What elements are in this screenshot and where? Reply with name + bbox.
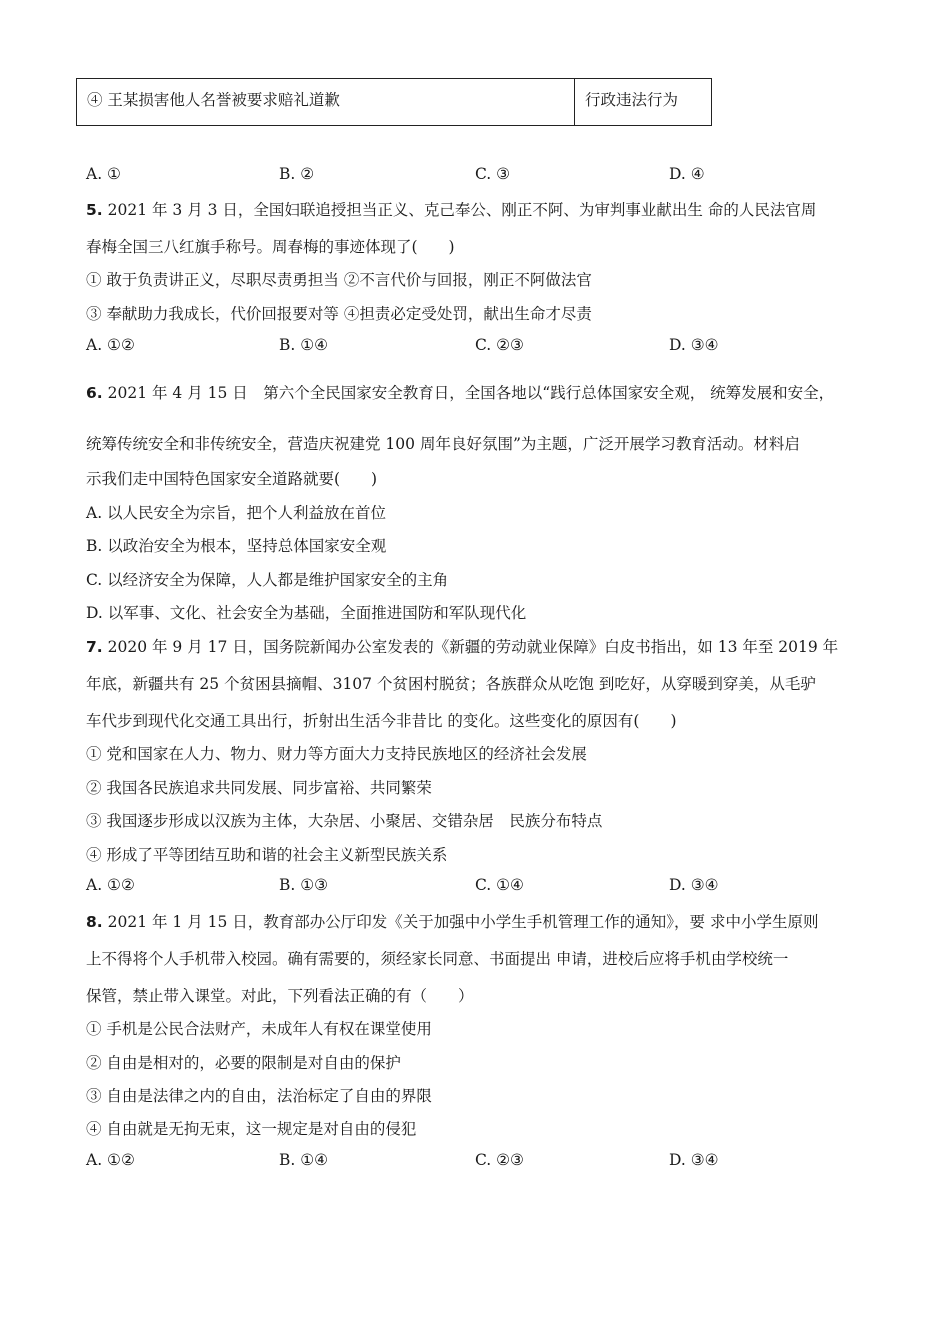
- q6-option-a[interactable]: A. 以人民安全为宗旨，把个人利益放在首位: [86, 504, 387, 522]
- q6-option-c[interactable]: C. 以经济安全为保障，人人都是维护国家安全的主角: [86, 571, 449, 589]
- q7-statement-2: ② 我国各民族追求共同发展、同步富裕、共同繁荣: [86, 779, 432, 797]
- q7-stem-line-3: 车代步到现代化交通工具出行，折射出生活今非昔比 的变化。这些变化的原因有( ): [86, 712, 677, 730]
- q4-option-d[interactable]: D. ④: [669, 165, 705, 183]
- q8-stem-line-1: 8. 2021 年 1 月 15 日，教育部办公厅印发《关于加强中小学生手机管理工作的通知》，要 求中小学生原则: [86, 913, 819, 931]
- q6-stem-line-2: 统筹传统安全和非传统安全，营造庆祝建党 100 周年良好氛围”为主题，广泛开展学习教育活动。材料启: [86, 435, 800, 453]
- q6-stem-line-3: 示我们走中国特色国家安全道路就要( ): [86, 470, 378, 488]
- q8-stem-line-2: 上不得将个人手机带入校园。确有需要的，须经家长同意、书面提出 申请，进校后应将手机由学校统一: [86, 950, 789, 968]
- q7-statement-1: ① 党和国家在人力、物力、财力等方面大力支持民族地区的经济社会发展: [86, 745, 587, 763]
- q5-statement-1-2: ① 敢于负责讲正义，尽职尽责勇担当 ②不言代价与回报，刚正不阿做法官: [86, 271, 592, 289]
- q8-number: 8.: [86, 913, 103, 931]
- q5-options: [86, 336, 786, 358]
- q6-option-b[interactable]: B. 以政治安全为根本，坚持总体国家安全观: [86, 537, 387, 555]
- q7-option-d[interactable]: D. ③④: [669, 876, 719, 894]
- q5-option-c[interactable]: C. ②③: [475, 336, 524, 354]
- table-cell-type: 行政违法行为: [585, 91, 679, 109]
- q7-option-c[interactable]: C. ①④: [475, 876, 524, 894]
- table-cell-event: ④ 王某损害他人名誉被要求赔礼道歉: [77, 79, 575, 125]
- q4-option-c[interactable]: C. ③: [475, 165, 511, 183]
- q7-options: [86, 876, 786, 898]
- q5-statement-3-4: ③ 奉献助力我成长，代价回报要对等 ④担责必定受处罚，献出生命才尽责: [86, 305, 592, 323]
- q8-statement-4: ④ 自由就是无拘无束，这一规定是对自由的侵犯: [86, 1120, 417, 1138]
- q8-stem-line-3: 保管，禁止带入课堂。对此，下列看法正确的有（ ）: [86, 987, 474, 1005]
- q4-options: [86, 165, 786, 187]
- q4-option-a[interactable]: A. ①: [86, 165, 121, 183]
- q5-option-d[interactable]: D. ③④: [669, 336, 719, 354]
- q6-option-d[interactable]: D. 以军事、文化、社会安全为基础，全面推进国防和军队现代化: [86, 604, 527, 622]
- q4-option-b[interactable]: B. ②: [279, 165, 315, 183]
- q7-number: 7.: [86, 638, 103, 656]
- q5-option-b[interactable]: B. ①④: [279, 336, 329, 354]
- q8-statement-1: ① 手机是公民合法财产，未成年人有权在课堂使用: [86, 1020, 432, 1038]
- q7-statement-3: ③ 我国逐步形成以汉族为主体，大杂居、小聚居、交错杂居 民族分布特点: [86, 812, 603, 830]
- q8-options: [86, 1151, 786, 1173]
- q5-number: 5.: [86, 201, 103, 219]
- q6-number: 6.: [86, 384, 103, 402]
- q5-stem-line-1: 5. 2021 年 3 月 3 日，全国妇联追授担当正义、克己奉公、刚正不阿、为审判事业献出生 命的人民法官周: [86, 201, 817, 219]
- q7-option-a[interactable]: A. ①②: [86, 876, 135, 894]
- law-classification-table: [76, 78, 712, 126]
- q8-option-d[interactable]: D. ③④: [669, 1151, 719, 1169]
- q8-statement-2: ② 自由是相对的，必要的限制是对自由的保护: [86, 1054, 401, 1072]
- q8-option-a[interactable]: A. ①②: [86, 1151, 135, 1169]
- q8-option-c[interactable]: C. ②③: [475, 1151, 524, 1169]
- q7-stem-line-2: 年底，新疆共有 25 个贫困县摘帽、3107 个贫困村脱贫；各族群众从吃饱 到吃好，从穿暖到穿美，从毛驴: [86, 675, 816, 693]
- q7-stem-line-1: 7. 2020 年 9 月 17 日，国务院新闻办公室发表的《新疆的劳动就业保障》白皮书指出，如 13 年至 2019 年: [86, 638, 839, 656]
- q6-stem-line-1: 6. 2021 年 4 月 15 日 第六个全民国家安全教育日，全国各地以“践行总体国家安全观， 统筹发展和安全，: [86, 384, 835, 402]
- q8-statement-3: ③ 自由是法律之内的自由，法治标定了自由的界限: [86, 1087, 432, 1105]
- q5-option-a[interactable]: A. ①②: [86, 336, 135, 354]
- q7-option-b[interactable]: B. ①③: [279, 876, 329, 894]
- q5-stem-line-2: 春梅全国三八红旗手称号。周春梅的事迹体现了( ): [86, 238, 455, 256]
- q8-option-b[interactable]: B. ①④: [279, 1151, 329, 1169]
- q7-statement-4: ④ 形成了平等团结互助和谐的社会主义新型民族关系: [86, 846, 448, 864]
